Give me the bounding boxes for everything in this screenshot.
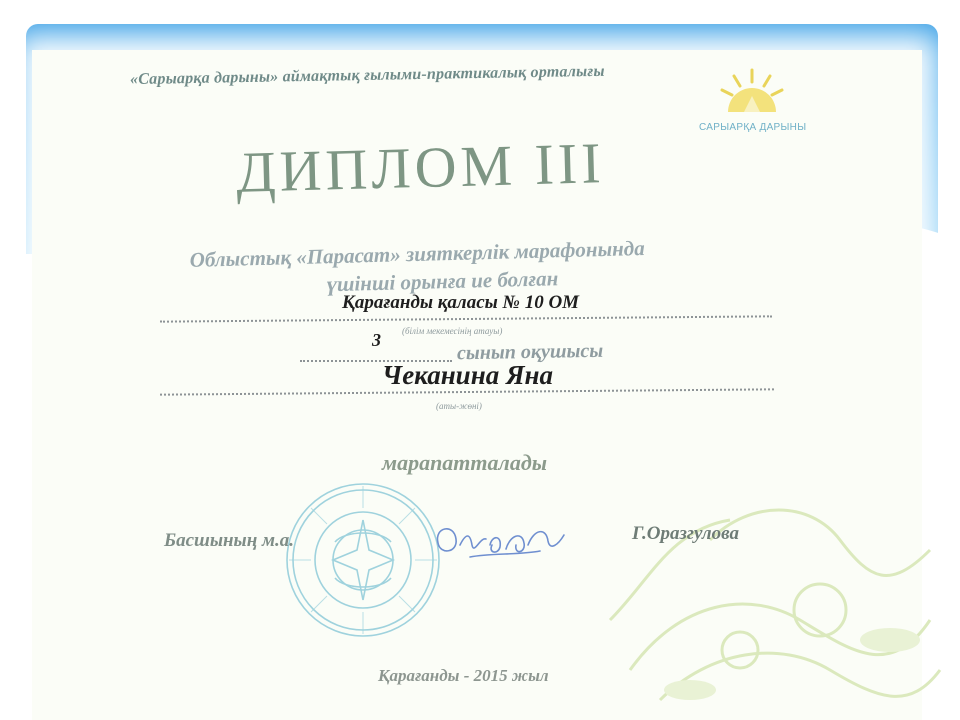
logo-caption: САРЫАРҚА ДАРЫНЫ xyxy=(699,122,807,133)
head-name: Г.Оразгулова xyxy=(632,523,739,544)
place-and-year: Қарағанды - 2015 жыл xyxy=(378,666,549,685)
class-label: сынып оқушысы xyxy=(456,339,604,365)
student-name: Чеканина Яна xyxy=(382,360,554,390)
awarded-text: марапатталады xyxy=(382,450,547,475)
ornament-flourish xyxy=(590,420,950,720)
school-hint: (білім мекемесінің атауы) xyxy=(402,326,503,336)
subtitle-line-2: үшінші орынға ие болған xyxy=(326,266,559,297)
official-seal xyxy=(283,480,443,640)
diploma-title: ДИПЛОМ III xyxy=(235,130,606,205)
subtitle-line-1: Облыстық «Парасат» зияткерлік марафонында xyxy=(189,235,645,272)
student-hint: (аты-жөні) xyxy=(436,401,482,411)
handwritten-signature xyxy=(430,515,570,565)
organization-title: «Сарыарқа дарыны» аймақтық ғылыми-практикалық орталығы xyxy=(129,62,605,89)
head-title-label: Басшының м.а. xyxy=(164,530,295,551)
school-name: Қарағанды қаласы № 10 ОМ xyxy=(342,292,580,313)
grade-number: 3 xyxy=(372,330,381,350)
